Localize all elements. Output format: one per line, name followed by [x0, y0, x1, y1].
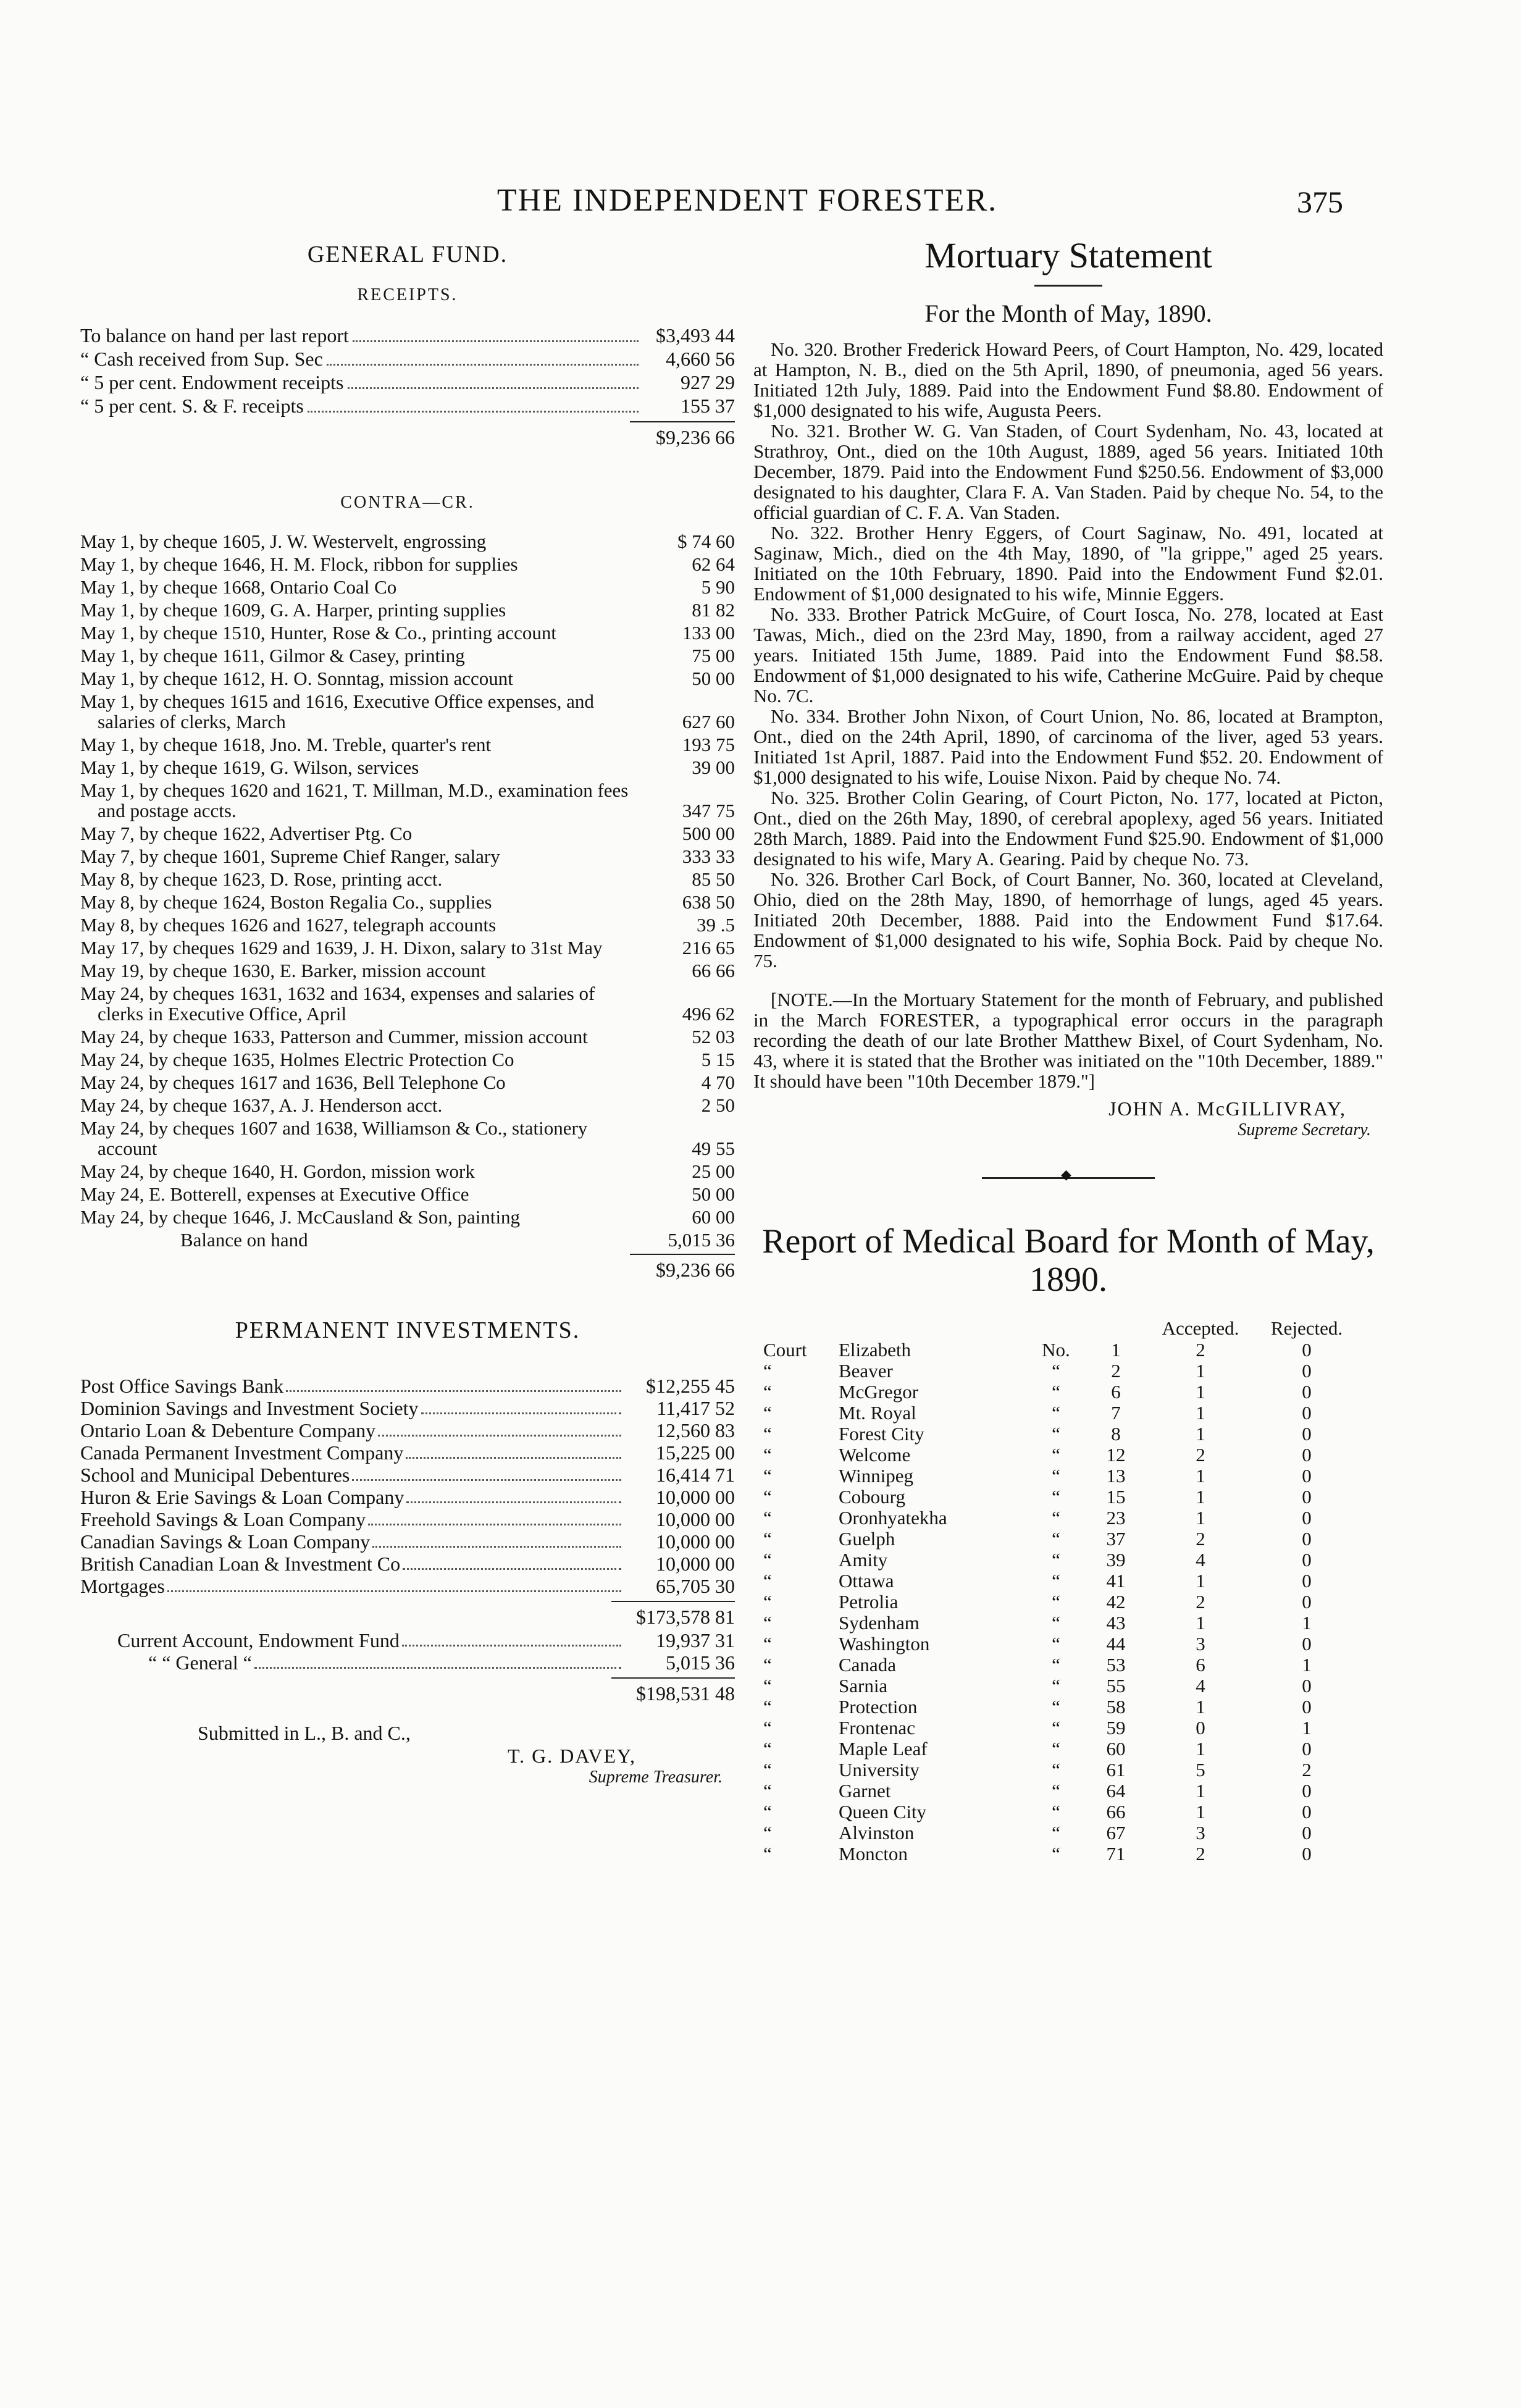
- table-row: [760, 1382, 1360, 1403]
- contra-entry: May 8, by cheques 1626 and 1627, telegraph accounts 39 .5: [80, 914, 735, 936]
- no-label-cell: “: [1052, 1759, 1060, 1781]
- court-cell: “: [763, 1507, 772, 1529]
- receipt-row: [80, 371, 735, 394]
- treasurer-signature: T. G. DAVEY,: [507, 1745, 636, 1767]
- left-column: [80, 235, 735, 1787]
- table-row: [760, 1361, 1360, 1382]
- mortuary-entry: No. 321. Brother W. G. Van Staden, of Court Sydenham, No. 43, located at Strathroy, Ont., died on the 10th August, 1889, aged 56 years. Initiated 10th December, 1879. Paid into the Endowment Fund $250.56. Endowment of $3,000 designated to his daughter, Clara F. A. Van Staden. Paid by cheque No. 54, to the official guardian of C. F. A. Van Staden.: [753, 420, 1383, 523]
- table-row: [760, 1823, 1360, 1844]
- mortuary-subtitle: For the Month of May, 1890.: [924, 300, 1212, 327]
- investment-row: Mortgages 65,705 30: [80, 1575, 735, 1597]
- no-label-cell: “: [1052, 1402, 1060, 1424]
- investment-row: British Canadian Loan & Investment Co 10,000 00: [80, 1553, 735, 1575]
- no-label-cell: “: [1052, 1465, 1060, 1487]
- no-label-cell: “: [1052, 1717, 1060, 1739]
- court-name-cell: Protection: [839, 1696, 918, 1718]
- court-cell: “: [763, 1465, 772, 1487]
- court-cell: “: [763, 1654, 772, 1676]
- table-row: [760, 1844, 1360, 1865]
- accepted-cell: 1: [1196, 1612, 1205, 1634]
- rejected-cell: 0: [1302, 1360, 1312, 1382]
- accepted-cell: 4: [1196, 1549, 1205, 1571]
- court-number-cell: 41: [1106, 1570, 1126, 1592]
- court-number-cell: 1: [1111, 1339, 1121, 1361]
- no-label-cell: “: [1052, 1843, 1060, 1865]
- contra-entry: May 1, by cheque 1668, Ontario Coal Co 5 90: [80, 576, 735, 598]
- accepted-cell: 2: [1196, 1843, 1205, 1865]
- accepted-cell: 2: [1196, 1591, 1205, 1613]
- court-cell: “: [763, 1612, 772, 1634]
- court-cell: “: [763, 1780, 772, 1802]
- contra-entry: May 7, by cheque 1622, Advertiser Ptg. Co 500 00: [80, 823, 735, 844]
- court-name-cell: Amity: [839, 1549, 888, 1571]
- contra-entry: May 1, by cheque 1646, H. M. Flock, ribbon for supplies 62 64: [80, 553, 735, 575]
- contra-entry: May 7, by cheque 1601, Supreme Chief Ranger, salary 333 33: [80, 845, 735, 867]
- treasurer-title: Supreme Treasurer.: [589, 1768, 723, 1787]
- contra-entry: May 24, by cheques 1631, 1632 and 1634, expenses and salaries of clerks in Executive Office, April 496 62: [80, 983, 735, 1025]
- table-row: [760, 1718, 1360, 1739]
- table-row: [760, 1403, 1360, 1424]
- table-row: [760, 1340, 1360, 1361]
- contra-entry: May 1, by cheque 1609, G. A. Harper, printing supplies 81 82: [80, 599, 735, 621]
- investment-row: School and Municipal Debentures 16,414 71: [80, 1464, 735, 1486]
- no-label-cell: “: [1052, 1633, 1060, 1655]
- no-label-cell: “: [1052, 1423, 1060, 1445]
- court-name-cell: Canada: [839, 1654, 896, 1676]
- court-name-cell: Alvinston: [839, 1822, 915, 1844]
- rejected-cell: 0: [1302, 1381, 1312, 1403]
- accepted-cell: 0: [1196, 1717, 1205, 1739]
- court-name-cell: Moncton: [839, 1843, 908, 1865]
- no-label-cell: “: [1052, 1780, 1060, 1802]
- receipts-heading: RECEIPTS.: [357, 285, 458, 304]
- column-header-rejected: Rejected.: [1270, 1317, 1343, 1339]
- court-cell: “: [763, 1801, 772, 1823]
- table-row: [760, 1466, 1360, 1487]
- court-name-cell: Sydenham: [839, 1612, 920, 1634]
- investment-row: Dominion Savings and Investment Society 11,417 52: [80, 1397, 735, 1419]
- receipt-amount: 927 29: [681, 371, 735, 393]
- court-cell: “: [763, 1759, 772, 1781]
- rejected-cell: 2: [1302, 1759, 1312, 1781]
- court-number-cell: 13: [1106, 1465, 1126, 1487]
- contra-entry: May 24, by cheque 1646, J. McCausland & Son, painting 60 00: [80, 1206, 735, 1228]
- rejected-cell: 0: [1302, 1738, 1312, 1760]
- court-name-cell: Welcome: [839, 1444, 911, 1466]
- contra-entry: May 24, by cheque 1637, A. J. Henderson acct. 2 50: [80, 1094, 735, 1116]
- mortuary-title: Mortuary Statement: [924, 235, 1212, 275]
- court-number-cell: 8: [1111, 1423, 1121, 1445]
- rejected-cell: 0: [1302, 1486, 1312, 1508]
- court-cell: “: [763, 1486, 772, 1508]
- receipt-row: [80, 347, 735, 371]
- medical-board-title: Report of Medical Board for Month of May, 1890.: [762, 1222, 1375, 1299]
- court-name-cell: Guelph: [839, 1528, 895, 1550]
- court-name-cell: Winnipeg: [839, 1465, 914, 1487]
- investment-row: Ontario Loan & Debenture Company 12,560 83: [80, 1419, 735, 1441]
- court-name-cell: Maple Leaf: [839, 1738, 928, 1760]
- balance-on-hand: Balance on hand 5,015 36: [180, 1229, 735, 1251]
- accepted-cell: 4: [1196, 1675, 1205, 1697]
- rejected-cell: 0: [1302, 1423, 1312, 1445]
- investment-row: Freehold Savings & Loan Company 10,000 00: [80, 1508, 735, 1530]
- no-label-cell: “: [1052, 1444, 1060, 1466]
- table-header-row: [760, 1317, 1360, 1340]
- accepted-cell: 1: [1196, 1801, 1205, 1823]
- rejected-cell: 0: [1302, 1339, 1312, 1361]
- table-row: [760, 1634, 1360, 1655]
- investment-row: Huron & Erie Savings & Loan Company 10,000 00: [80, 1486, 735, 1508]
- general-fund-title: GENERAL FUND.: [307, 241, 508, 267]
- investments-subtotal: $173,578 81: [636, 1606, 735, 1628]
- court-name-cell: Forest City: [839, 1423, 924, 1445]
- court-number-cell: 61: [1106, 1759, 1126, 1781]
- court-number-cell: 23: [1106, 1507, 1126, 1529]
- court-cell: “: [763, 1360, 772, 1382]
- court-cell: “: [763, 1717, 772, 1739]
- table-row: [760, 1571, 1360, 1592]
- court-number-cell: 15: [1106, 1486, 1126, 1508]
- accepted-cell: 1: [1196, 1507, 1205, 1529]
- no-label-cell: “: [1052, 1696, 1060, 1718]
- mortuary-entry: No. 322. Brother Henry Eggers, of Court Saginaw, No. 491, located at Saginaw, Mich., died on the 4th May, 1890, of "la grippe," aged 25 years. Initiated on the 10th February, 1890. Paid into the Endowment Fund $2.01. Endowment of $1,000 designated to his wife, Minnie Eggers.: [753, 522, 1383, 605]
- accepted-cell: 1: [1196, 1381, 1205, 1403]
- court-name-cell: McGregor: [839, 1381, 919, 1403]
- no-label-cell: “: [1052, 1654, 1060, 1676]
- court-name-cell: Sarnia: [839, 1675, 888, 1697]
- accepted-cell: 2: [1196, 1444, 1205, 1466]
- rejected-cell: 0: [1302, 1822, 1312, 1844]
- table-row: [760, 1529, 1360, 1550]
- accepted-cell: 1: [1196, 1465, 1205, 1487]
- court-name-cell: Mt. Royal: [839, 1402, 916, 1424]
- contra-entry: May 19, by cheque 1630, E. Barker, mission account 66 66: [80, 960, 735, 981]
- rejected-cell: 0: [1302, 1465, 1312, 1487]
- accepted-cell: 5: [1196, 1759, 1205, 1781]
- receipt-amount: 4,660 56: [666, 348, 735, 370]
- court-number-cell: 7: [1111, 1402, 1121, 1424]
- court-number-cell: 44: [1106, 1633, 1126, 1655]
- column-header-accepted: Accepted.: [1162, 1317, 1239, 1339]
- mortuary-note: [NOTE.—In the Mortuary Statement for the month of February, and published in the March FORESTER, a typographical error occurs in the paragraph recording the death of our late Brother Matthew Bixel, of Court Sydenham, No. 43, where it is stated that the Brother was initiated on the "10th December, 1889." It should have been "10th December 1879."]: [753, 989, 1383, 1092]
- court-number-cell: 53: [1106, 1654, 1126, 1676]
- medical-board-rows: [760, 1340, 1360, 1865]
- rejected-cell: 0: [1302, 1843, 1312, 1865]
- contra-entry: May 1, by cheque 1612, H. O. Sonntag, mission account 50 00: [80, 668, 735, 689]
- secretary-signature: JOHN A. McGILLIVRAY,: [1108, 1097, 1346, 1120]
- court-cell: “: [763, 1675, 772, 1697]
- receipts-total: $9,236 66: [656, 426, 735, 448]
- rejected-cell: 0: [1302, 1633, 1312, 1655]
- no-label-cell: “: [1052, 1507, 1060, 1529]
- rejected-cell: 0: [1302, 1570, 1312, 1592]
- court-name-cell: Cobourg: [839, 1486, 905, 1508]
- investment-row: Canadian Savings & Loan Company 10,000 00: [80, 1530, 735, 1553]
- rejected-cell: 0: [1302, 1549, 1312, 1571]
- no-label-cell: “: [1052, 1612, 1060, 1634]
- receipt-amount: 155 37: [681, 395, 735, 417]
- ornament-divider: [982, 1177, 1155, 1179]
- no-label-cell: “: [1052, 1486, 1060, 1508]
- contra-entry: May 17, by cheques 1629 and 1639, J. H. Dixon, salary to 31st May 216 65: [80, 937, 735, 959]
- table-row: [760, 1676, 1360, 1697]
- page-header-title: THE INDEPENDENT FORESTER.: [497, 183, 998, 218]
- court-number-cell: 58: [1106, 1696, 1126, 1718]
- accepted-cell: 1: [1196, 1402, 1205, 1424]
- court-name-cell: Washington: [839, 1633, 930, 1655]
- court-cell: “: [763, 1570, 772, 1592]
- rejected-cell: 0: [1302, 1780, 1312, 1802]
- receipt-text: “ 5 per cent. Endowment receipts: [80, 371, 344, 393]
- mortuary-entry: No. 326. Brother Carl Bock, of Court Banner, No. 360, located at Cleveland, Ohio, died on the 28th May, 1890, of hemorrhage of lungs, aged 45 years. Initiated 20th December, 1888. Paid into the Endowment Fund $17.64. Endowment of $1,000 designated to his wife, Sophia Bock. Paid by cheque No. 75.: [753, 868, 1383, 971]
- no-label-cell: “: [1052, 1591, 1060, 1613]
- no-label-cell: “: [1052, 1738, 1060, 1760]
- right-column: [753, 235, 1383, 1865]
- rejected-cell: 1: [1302, 1717, 1312, 1739]
- table-row: [760, 1550, 1360, 1571]
- accepted-cell: 1: [1196, 1360, 1205, 1382]
- current-account-row: “ “ General “ 5,015 36: [148, 1651, 735, 1674]
- rejected-cell: 1: [1302, 1612, 1312, 1634]
- accepted-cell: 3: [1196, 1633, 1205, 1655]
- court-number-cell: 64: [1106, 1780, 1126, 1802]
- court-number-cell: 39: [1106, 1549, 1126, 1571]
- rejected-cell: 0: [1302, 1528, 1312, 1550]
- table-row: [760, 1592, 1360, 1613]
- no-label-cell: “: [1052, 1528, 1060, 1550]
- contra-entry: May 1, by cheque 1605, J. W. Westervelt, engrossing $ 74 60: [80, 531, 735, 552]
- contra-heading: CONTRA—CR.: [340, 493, 475, 512]
- court-cell: “: [763, 1444, 772, 1466]
- investments-grand-total: $198,531 48: [636, 1682, 735, 1705]
- submitted-line: Submitted in L., B. and C.,: [198, 1722, 411, 1744]
- contra-entry: May 8, by cheque 1623, D. Rose, printing acct. 85 50: [80, 868, 735, 890]
- secretary-title: Supreme Secretary.: [1238, 1120, 1371, 1139]
- contra-entry: May 1, by cheque 1618, Jno. M. Treble, quarter's rent 193 75: [80, 734, 735, 755]
- contra-entry: May 1, by cheque 1611, Gilmor & Casey, printing 75 00: [80, 645, 735, 666]
- contra-entry: May 1, by cheques 1615 and 1616, Executive Office expenses, and salaries of clerks, March 627 60: [80, 690, 735, 732]
- court-cell: “: [763, 1591, 772, 1613]
- table-row: [760, 1739, 1360, 1760]
- court-number-cell: 2: [1111, 1360, 1121, 1382]
- no-label-cell: “: [1052, 1675, 1060, 1697]
- table-row: [760, 1781, 1360, 1802]
- contra-entry: May 24, by cheque 1633, Patterson and Cummer, mission account 52 03: [80, 1026, 735, 1047]
- investment-row: Post Office Savings Bank $12,255 45: [80, 1375, 735, 1397]
- court-name-cell: Frontenac: [839, 1717, 915, 1739]
- court-number-cell: 59: [1106, 1717, 1126, 1739]
- no-label-cell: “: [1052, 1822, 1060, 1844]
- mortuary-entry: No. 325. Brother Colin Gearing, of Court Picton, No. 177, located at Picton, Ont., died on the 26th May, 1890, of cerebral apoplexy, aged 56 years. Initiated 28th March, 1889. Paid into the Endowment Fund $25.90. Endowment of $1,000 designated to his wife, Mary A. Gearing. Paid by cheque No. 73.: [753, 787, 1383, 870]
- court-number-cell: 60: [1106, 1738, 1126, 1760]
- contra-entry: May 1, by cheque 1619, G. Wilson, services 39 00: [80, 757, 735, 778]
- court-cell: “: [763, 1633, 772, 1655]
- mortuary-entry: No. 333. Brother Patrick McGuire, of Court Iosca, No. 278, located at East Tawas, Mich., died on the 23rd May, 1890, from a railway accident, aged 27 years. Initiated 15th Jume, 1889. Paid into the Endowment Fund $8.58. Endowment of $1,000 designated to his wife, Catherine McGuire. Paid by cheque No. 7C.: [753, 603, 1383, 707]
- contra-entry: May 24, by cheque 1635, Holmes Electric Protection Co 5 15: [80, 1049, 735, 1070]
- court-cell: “: [763, 1696, 772, 1718]
- receipt-row: [80, 324, 735, 347]
- table-row: [760, 1697, 1360, 1718]
- mortuary-entry: No. 334. Brother John Nixon, of Court Union, No. 86, located at Brampton, Ont., died on the 24th April, 1890, of carcinoma of the liver, aged 53 years. Initiated 1st April, 1887. Paid into the Endowment Fund $52. 20. Endowment of $1,000 designated to his wife, Louise Nixon. Paid by cheque No. 74.: [753, 705, 1383, 788]
- rejected-cell: 0: [1302, 1507, 1312, 1529]
- accepted-cell: 1: [1196, 1423, 1205, 1445]
- table-row: [760, 1487, 1360, 1508]
- rejected-cell: 0: [1302, 1675, 1312, 1697]
- accepted-cell: 1: [1196, 1738, 1205, 1760]
- table-row: [760, 1760, 1360, 1781]
- contra-entry: May 24, by cheques 1607 and 1638, Williamson & Co., stationery account 49 55: [80, 1117, 735, 1159]
- court-cell: “: [763, 1423, 772, 1445]
- no-label-cell: “: [1052, 1570, 1060, 1592]
- investment-row: Canada Permanent Investment Company 15,225 00: [80, 1441, 735, 1464]
- table-row: [760, 1508, 1360, 1529]
- accepted-cell: 3: [1196, 1822, 1205, 1844]
- no-label-cell: “: [1052, 1360, 1060, 1382]
- accepted-cell: 2: [1196, 1339, 1205, 1361]
- court-cell: “: [763, 1381, 772, 1403]
- rejected-cell: 0: [1302, 1402, 1312, 1424]
- receipt-amount: $3,493 44: [656, 324, 735, 346]
- receipt-text: To balance on hand per last report: [80, 324, 349, 346]
- contra-entry: May 1, by cheque 1510, Hunter, Rose & Co., printing account 133 00: [80, 622, 735, 644]
- court-number-cell: 55: [1106, 1675, 1126, 1697]
- contra-entry: May 24, E. Botterell, expenses at Executive Office 50 00: [80, 1183, 735, 1205]
- court-number-cell: 43: [1106, 1612, 1126, 1634]
- court-number-cell: 71: [1106, 1843, 1126, 1865]
- court-name-cell: University: [839, 1759, 920, 1781]
- page-number: 375: [1297, 185, 1343, 219]
- court-number-cell: 6: [1111, 1381, 1121, 1403]
- contra-total: $9,236 66: [656, 1259, 735, 1281]
- receipt-text: “ Cash received from Sup. Sec: [80, 348, 323, 370]
- rejected-cell: 0: [1302, 1591, 1312, 1613]
- table-row: [760, 1655, 1360, 1676]
- no-label-cell: “: [1052, 1549, 1060, 1571]
- current-account-row: Current Account, Endowment Fund 19,937 31: [117, 1629, 735, 1651]
- receipt-text: “ 5 per cent. S. & F. receipts: [80, 395, 304, 417]
- accepted-cell: 6: [1196, 1654, 1205, 1676]
- court-name-cell: Garnet: [839, 1780, 891, 1802]
- contra-entry: May 24, by cheques 1617 and 1636, Bell Telephone Co 4 70: [80, 1072, 735, 1093]
- court-cell: “: [763, 1528, 772, 1550]
- court-cell: “: [763, 1822, 772, 1844]
- medical-board-table: [760, 1317, 1360, 1865]
- court-number-cell: 37: [1106, 1528, 1126, 1550]
- accepted-cell: 1: [1196, 1570, 1205, 1592]
- accepted-cell: 1: [1196, 1696, 1205, 1718]
- court-number-cell: 12: [1106, 1444, 1126, 1466]
- table-row: [760, 1802, 1360, 1823]
- table-row: [760, 1424, 1360, 1445]
- court-name-cell: Ottawa: [839, 1570, 894, 1592]
- rejected-cell: 0: [1302, 1801, 1312, 1823]
- court-number-cell: 67: [1106, 1822, 1126, 1844]
- court-number-cell: 66: [1106, 1801, 1126, 1823]
- no-label-cell: No.: [1042, 1339, 1070, 1361]
- receipt-row: [80, 394, 735, 417]
- court-name-cell: Elizabeth: [839, 1339, 911, 1361]
- court-name-cell: Beaver: [839, 1360, 893, 1382]
- court-cell: Court: [763, 1339, 807, 1361]
- court-name-cell: Queen City: [839, 1801, 927, 1823]
- permanent-investments-title: PERMANENT INVESTMENTS.: [235, 1317, 580, 1343]
- contra-entry: May 8, by cheque 1624, Boston Regalia Co., supplies 638 50: [80, 891, 735, 913]
- court-cell: “: [763, 1549, 772, 1571]
- no-label-cell: “: [1052, 1381, 1060, 1403]
- court-name-cell: Oronhyatekha: [839, 1507, 947, 1529]
- rejected-cell: 1: [1302, 1654, 1312, 1676]
- contra-entry: May 24, by cheque 1640, H. Gordon, mission work 25 00: [80, 1160, 735, 1182]
- rejected-cell: 0: [1302, 1696, 1312, 1718]
- accepted-cell: 1: [1196, 1486, 1205, 1508]
- no-label-cell: “: [1052, 1801, 1060, 1823]
- accepted-cell: 1: [1196, 1780, 1205, 1802]
- contra-list: [80, 531, 735, 1250]
- court-cell: “: [763, 1402, 772, 1424]
- court-cell: “: [763, 1843, 772, 1865]
- court-number-cell: 42: [1106, 1591, 1126, 1613]
- contra-entry: May 1, by cheques 1620 and 1621, T. Millman, M.D., examination fees and postage accts. 347 75: [80, 779, 735, 821]
- investments-list: [80, 1375, 735, 1597]
- mortuary-entry: No. 320. Brother Frederick Howard Peers, of Court Hampton, No. 429, located at Hampton, N. B., died on the 5th April, 1890, of pneumonia, aged 56 years. Initiated 12th July, 1889. Paid into the Endowment Fund $8.80. Endowment of $1,000 designated to his wife, Augusta Peers.: [753, 338, 1383, 421]
- title-rule: [1034, 285, 1102, 287]
- court-name-cell: Petrolia: [839, 1591, 899, 1613]
- rejected-cell: 0: [1302, 1444, 1312, 1466]
- receipts-list: [80, 324, 735, 417]
- table-row: [760, 1445, 1360, 1466]
- accepted-cell: 2: [1196, 1528, 1205, 1550]
- court-cell: “: [763, 1738, 772, 1760]
- table-row: [760, 1613, 1360, 1634]
